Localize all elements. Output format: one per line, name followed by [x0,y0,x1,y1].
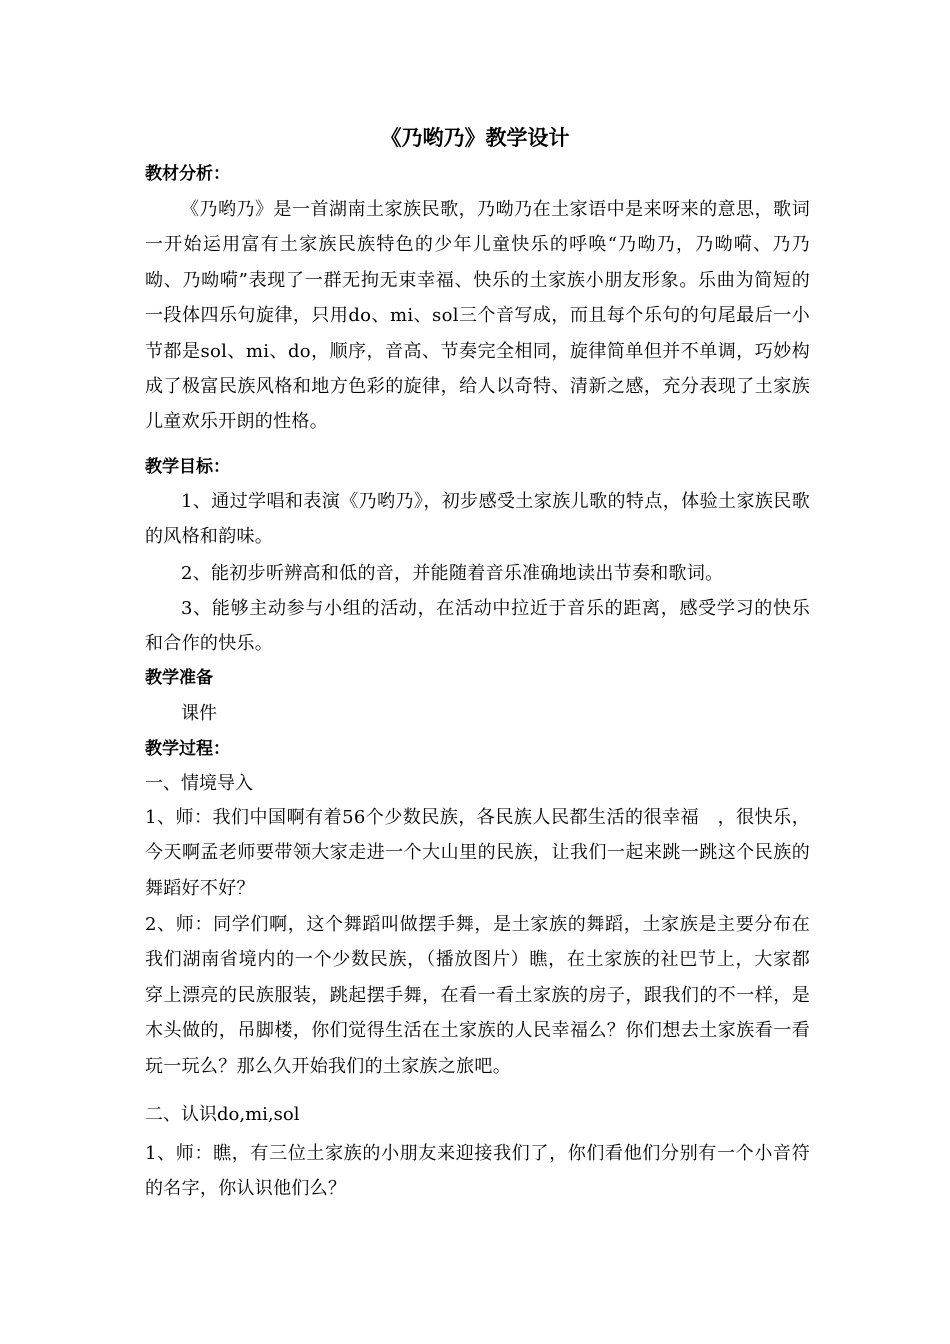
prep-text: 课件 [181,703,217,724]
step-2-title: 二、认识do,mi,sol [145,1104,300,1125]
goal-item-3: 3、能够主动参与小组的活动，在活动中拉近于音乐的距离，感受学习的快乐和合作的快乐。 [145,598,810,655]
analysis-heading: 教材分析： [145,164,230,184]
process-heading: 教学过程： [145,739,230,759]
step-1-title: 一、情境导入 [145,773,253,794]
step-1-paragraph-2: 2、师：同学们啊，这个舞蹈叫做摆手舞，是土家族的舞蹈，土家族是主要分布在我们湖南省境内的一个少数民族，（播放图片）瞧，在土家族的社巴节上，大家都穿上漂亮的民族服装，跳起摆手舞，在看一看土家族的房子，跟我们的不一样，是木头做的，吊脚楼，你们觉得生活在土家族的人民幸福么？你们想去土家族看一看玩一玩么？那么久开始我们的土家族之旅吧。 [145,914,810,1077]
goal-item-2: 2、能初步听辨高和低的音，并能随着音乐准确地读出节奏和歌词。 [181,563,724,584]
document-title: 《乃哟乃》教学设计 [380,126,570,150]
prep-heading: 教学准备 [145,668,213,688]
analysis-paragraph: 《乃哟乃》是一首湖南土家族民歌，乃呦乃在土家语中是来呀来的意思，歌词一开始运用富有土家族民族特色的少年儿童快乐的呼唤“乃呦乃，乃呦嗬、乃乃呦、乃呦嗬”表现了一群无拘无束幸福、快乐的土家族小朋友形象。乐曲为简短的一段体四乐句旋律，只用do、mi、sol三个音写成，而且每个乐句的句尾最后一小节都是sol、mi、do，顺序，音高、节奏完全相同，旋律简单但并不单调，巧妙构成了极富民族风格和地方色彩的旋律，给人以奇特、清新之感，充分表现了土家族儿童欢乐开朗的性格。 [145,199,810,433]
step-1-paragraph-1: 1、师：我们中国啊有着56个少数民族，各民族人民都生活的很幸福 ，很快乐，今天啊孟老师要带领大家走进一个大山里的民族，让我们一起来跳一跳这个民族的舞蹈好不好？ [145,807,810,899]
step-2-paragraph-1: 1、师：瞧，有三位土家族的小朋友来迎接我们了，你们看他们分别有一个小音符的名字，你认识他们么？ [145,1143,810,1200]
goals-heading: 教学目标： [145,457,230,477]
goal-item-1: 1、通过学唱和表演《乃哟乃》，初步感受土家族儿歌的特点，体验土家族民歌的风格和韵味。 [145,491,810,548]
